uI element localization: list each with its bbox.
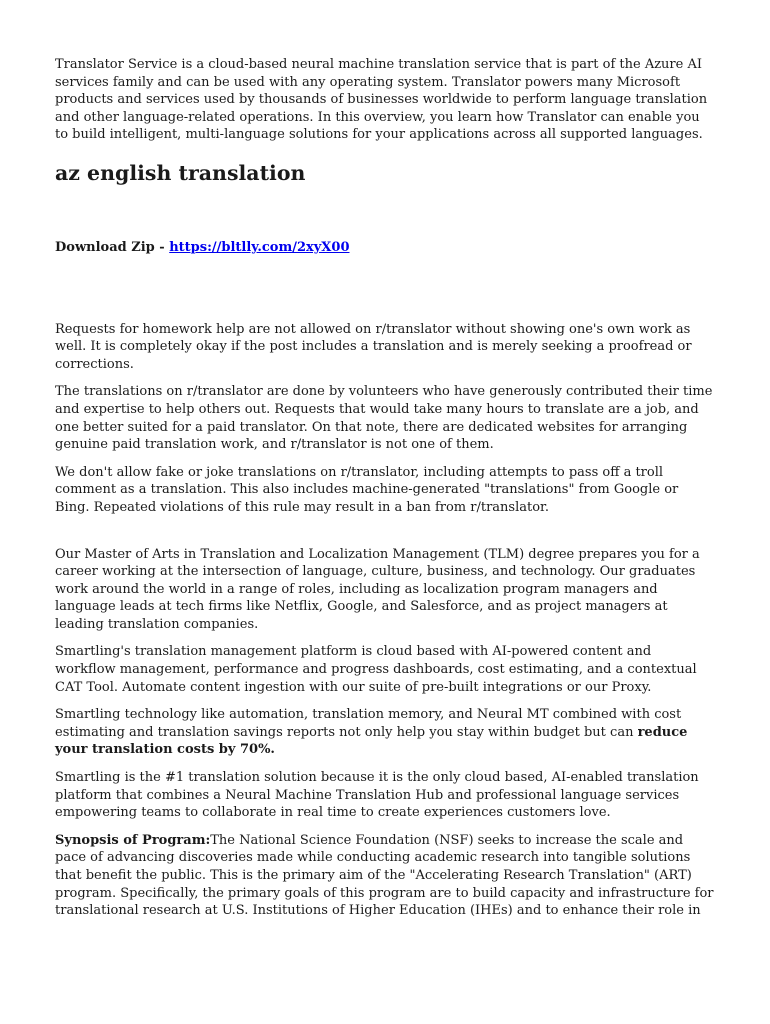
- page-title: az english translation: [55, 160, 306, 185]
- tlm-degree-paragraph: Our Master of Arts in Translation and Localization Management (TLM) degree prepares you for a career working at the intersection of language, culture, business, and technology. Our graduates work around the world in a range of roles, including as localization program managers and language leads at tech firms like Netflix, Google, and Salesforce, and as project managers at leading translation companies.: [55, 546, 700, 632]
- synopsis-paragraph: [55, 832, 715, 920]
- homework-rule-paragraph: Requests for homework help are not allowed on r/translator without showing one's own work as well. It is completely okay if the post includes a translation and is merely seeking a proofread or corrections.: [55, 321, 692, 372]
- fake-translations-paragraph: We don't allow fake or joke translations on r/translator, including attempts to pass off a troll comment as a translation. This also includes machine-generated "translations" from Google or Bing. Repeated violations of this rule may result in a ban from r/translator.: [55, 464, 679, 515]
- download-line: [55, 239, 715, 257]
- smartling-number-one-paragraph: Smartling is the #1 translation solution because it is the only cloud based, AI-enabled translation platform that combines a Neural Machine Translation Hub and professional language services empowering teams to collaborate in real time to create experiences customers love.: [55, 770, 699, 821]
- smartling-tech-text: Smartling technology like automation, translation memory, and Neural MT combined with cost estimating and translation savings reports not only help you stay within budget but can: [55, 707, 682, 740]
- download-link[interactable]: https://bltlly.com/2xyX00: [169, 239, 350, 255]
- volunteers-paragraph: The translations on r/translator are done by volunteers who have generously contributed their time and expertise to help others out. Requests that would take many hours to translate are a job, and one better suited for a paid translator. On that note, there are dedicated websites for arranging genuine paid translation work, and r/translator is not one of them.: [55, 384, 713, 453]
- download-label: Download Zip -: [55, 239, 170, 255]
- smartling-platform-paragraph: Smartling's translation management platform is cloud based with AI-powered content and workflow management, performance and progress dashboards, cost estimating, and a contextual CAT Tool. Automate content ingestion with our suite of pre-built integrations or our Proxy.: [55, 644, 697, 695]
- synopsis-text: The National Science Foundation (NSF) seeks to increase the scale and pace of advancing discoveries made while conducting academic research into tangible solutions that benefit the public. This is the primary aim of the "Accelerating Research Translation" (ART) program. Specifically, the primary goals of this program are to build capacity and infrastructure for translational research at U.S. Institutions of Higher Education (IHEs) and to enhance their role in: [55, 832, 714, 919]
- intro-paragraph: Translator Service is a cloud-based neural machine translation service that is part of the Azure AI services family and can be used with any operating system. Translator powers many Microsoft products and services used by thousands of businesses worldwide to perform language translation and other language-related operations. In this overview, you learn how Translator can enable you to build intelligent, multi-language solutions for your applications across all supported languages.: [55, 57, 708, 143]
- smartling-tech-paragraph: [55, 706, 715, 759]
- smartling-tech-bold: reduce your translation costs by 70%.: [55, 724, 688, 758]
- synopsis-label: Synopsis of Program:: [55, 832, 211, 848]
- document-page: [55, 56, 715, 920]
